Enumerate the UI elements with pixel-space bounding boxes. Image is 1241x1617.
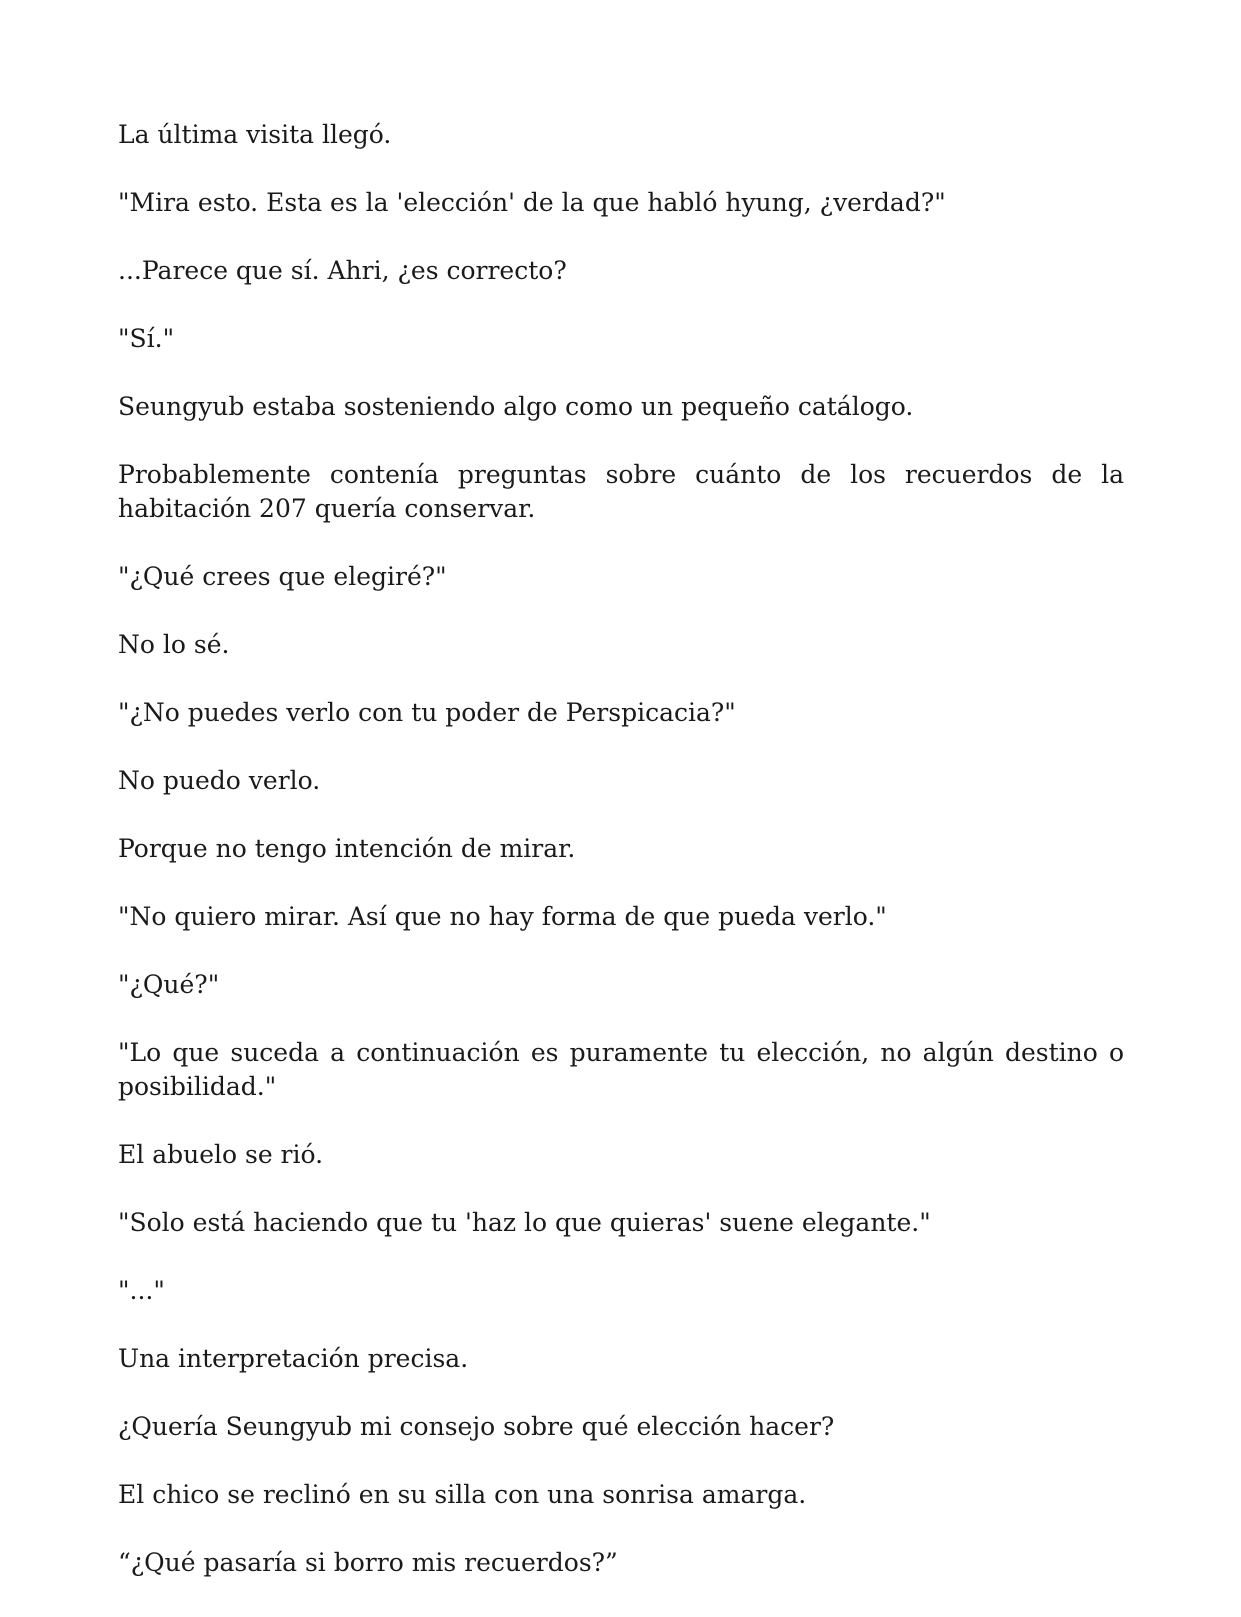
paragraph: El abuelo se rió.: [118, 1140, 324, 1169]
paragraph: ¿Quería Seungyub mi consejo sobre qué elección hacer?: [118, 1412, 835, 1441]
paragraph: "Mira esto. Esta es la 'elección' de la que habló hyung, ¿verdad?": [118, 188, 946, 217]
paragraph: Una interpretación precisa.: [118, 1344, 469, 1373]
paragraph: "¿No puedes verlo con tu poder de Perspicacia?": [118, 698, 736, 727]
paragraph: "...": [118, 1276, 165, 1305]
paragraph: No lo sé.: [118, 630, 230, 659]
paragraph: "Solo está haciendo que tu 'haz lo que quieras' suene elegante.": [118, 1208, 931, 1237]
paragraph: "¿Qué?": [118, 970, 220, 999]
paragraph: Probablemente contenía preguntas sobre cuánto de los recuerdos de la habitación 207 quería conservar.: [118, 460, 1124, 523]
document-body: [118, 118, 1124, 1614]
paragraph: El chico se reclinó en su silla con una sonrisa amarga.: [118, 1480, 807, 1509]
paragraph: ...Parece que sí. Ahri, ¿es correcto?: [118, 256, 567, 285]
paragraph: "No quiero mirar. Así que no hay forma de que pueda verlo.": [118, 902, 887, 931]
paragraph: "Sí.": [118, 324, 175, 353]
paragraph: Porque no tengo intención de mirar.: [118, 834, 576, 863]
paragraph: Seungyub estaba sosteniendo algo como un pequeño catálogo.: [118, 392, 914, 421]
paragraph: “¿Qué pasaría si borro mis recuerdos?”: [118, 1548, 618, 1577]
paragraph: "Lo que suceda a continuación es puramente tu elección, no algún destino o posibilidad.": [118, 1038, 1124, 1101]
paragraph: No puedo verlo.: [118, 766, 321, 795]
paragraph: La última visita llegó.: [118, 120, 392, 149]
paragraph: "¿Qué crees que elegiré?": [118, 562, 447, 591]
